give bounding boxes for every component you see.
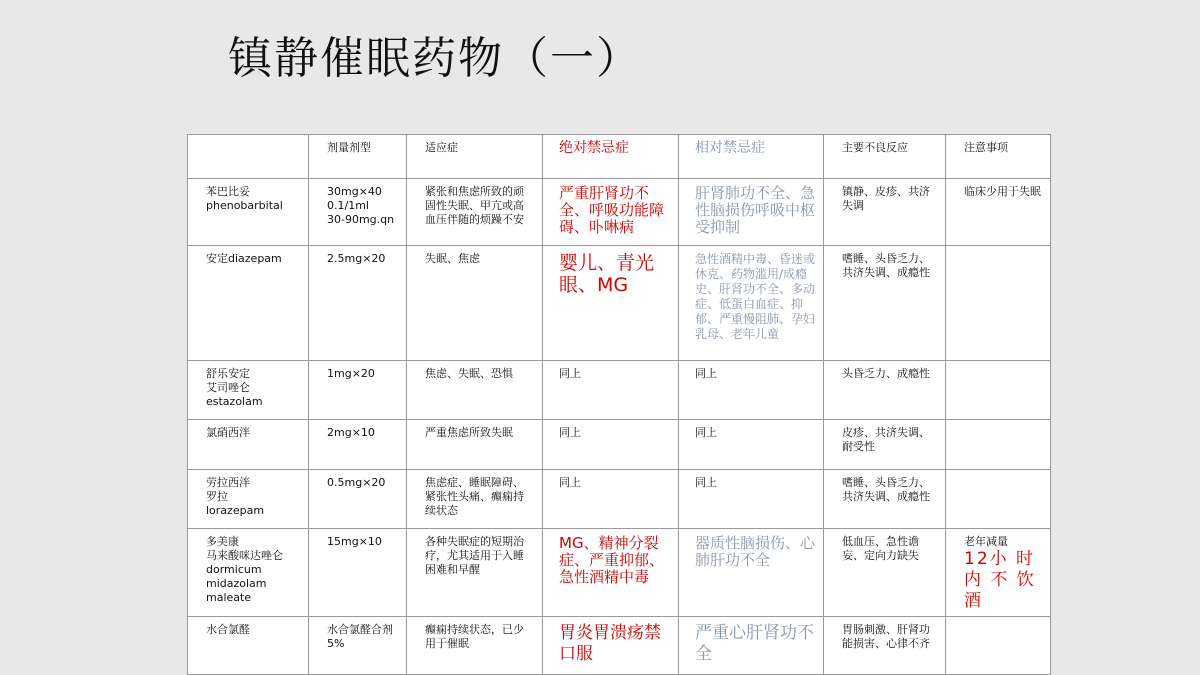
header-absolute-label: 绝对禁忌症 — [559, 140, 629, 156]
drug-name-line: 多美康 — [206, 535, 239, 548]
drug-dose-line: 2mg×10 — [327, 426, 375, 439]
drug-absolute-contraindication — [543, 179, 679, 246]
drug-relative-contraindication — [679, 179, 824, 246]
table-row — [188, 420, 1051, 470]
drug-notes — [946, 361, 1051, 420]
drug-name-line: dormicum — [206, 563, 262, 576]
drug-adverse: 胃肠刺激、肝肾功能损害、心律不齐 — [824, 617, 946, 675]
drug-dose-line: 2.5mg×20 — [327, 252, 386, 265]
drug-absolute-contraindication — [543, 529, 679, 617]
drug-indication: 焦虑、失眠、恐惧 — [407, 361, 543, 420]
drug-name-line: estazolam — [206, 395, 263, 408]
drug-dose — [309, 420, 407, 470]
drug-indication: 各种失眠症的短期治疗，尤其适用于入睡困难和早醒 — [407, 529, 543, 617]
table-row — [188, 361, 1051, 420]
drug-relative-contraindication — [679, 617, 824, 675]
drug-name — [188, 361, 309, 420]
drug-name-line: 氯硝西泮 — [206, 426, 250, 439]
drug-adverse: 低血压、急性谵妄、定向力缺失 — [824, 529, 946, 617]
drug-name-line: 罗拉 — [206, 490, 228, 503]
drug-name — [188, 420, 309, 470]
drug-dose-line: 30-90mg.qn — [327, 213, 395, 226]
absolute-text: 胃炎胃溃疡禁口服 — [559, 623, 661, 664]
drug-name-line: 安定diazepam — [206, 252, 282, 265]
absolute-text: MG、精神分裂症、严重抑郁、急性酒精中毒 — [559, 534, 665, 586]
drug-adverse: 头昏乏力、成瘾性 — [824, 361, 946, 420]
drug-adverse: 皮疹、共济失调、耐受性 — [824, 420, 946, 470]
drug-adverse: 镇静、皮疹、共济失调 — [824, 179, 946, 246]
header-dose: 剂量剂型 — [309, 135, 407, 179]
drug-dose-line: 15mg×10 — [327, 535, 382, 548]
relative-text: 急性酒精中毒、昏迷或休克、药物滥用/成瘾史、肝肾功不全、多动症、低蛋白血症、抑郁、严重慢阻肺、孕妇乳母、老年儿童 — [695, 252, 816, 341]
drug-notes — [946, 246, 1051, 361]
header-absolute — [543, 135, 679, 179]
drug-name-line: maleate — [206, 591, 252, 604]
page-title: 镇静催眠药物（一） — [228, 33, 642, 84]
drug-indication: 焦虑症、睡眠障碍、紧张性头痛、癫痫持续状态 — [407, 470, 543, 529]
drug-absolute-contraindication: 同上 — [543, 420, 679, 470]
drug-dose-line: 0.5mg×20 — [327, 476, 386, 489]
drug-relative-contraindication: 同上 — [679, 361, 824, 420]
drug-notes — [946, 617, 1051, 675]
drug-name — [188, 617, 309, 675]
drug-name-line: 艾司唑仑 — [206, 381, 250, 394]
table-row — [188, 179, 1051, 246]
drug-name-line: 水合氯醛 — [206, 623, 250, 636]
drug-name-line: lorazepam — [206, 504, 265, 517]
header-relative-label: 相对禁忌症 — [695, 140, 765, 156]
drug-name-line: 劳拉西泮 — [206, 476, 250, 489]
drug-name-line: midazolam — [206, 577, 267, 590]
drug-dose — [309, 529, 407, 617]
table-row — [188, 617, 1051, 675]
table-row — [188, 246, 1051, 361]
relative-text: 器质性脑损伤、心肺肝功不全 — [695, 534, 816, 569]
drug-name-line: 苯巴比妥 — [206, 185, 250, 198]
drug-absolute-contraindication: 同上 — [543, 361, 679, 420]
header-adverse: 主要不良反应 — [824, 135, 946, 179]
drug-name — [188, 529, 309, 617]
drug-indication: 癫痫持续状态，已少用于催眠 — [407, 617, 543, 675]
drug-table — [187, 134, 1051, 675]
drug-dose-line: 1mg×20 — [327, 367, 375, 380]
drug-dose — [309, 179, 407, 246]
drug-dose — [309, 470, 407, 529]
drug-notes: 临床少用于失眠 — [946, 179, 1051, 246]
notes-label: 老年减量 — [964, 535, 1008, 548]
drug-adverse: 嗜睡、头昏乏力、共济失调、成瘾性 — [824, 246, 946, 361]
absolute-text: 严重肝肾功不全、呼吸功能障碍、卟啉病 — [559, 184, 665, 236]
drug-notes — [946, 470, 1051, 529]
drug-name-line: 马来酸咪达唑仑 — [206, 549, 283, 562]
header-indication: 适应症 — [407, 135, 543, 179]
drug-relative-contraindication: 同上 — [679, 470, 824, 529]
relative-text: 严重心肝肾功不全 — [695, 623, 814, 664]
drug-name-line: 舒乐安定 — [206, 367, 250, 380]
drug-dose-line: 30mg×40 — [327, 185, 382, 198]
header-relative — [679, 135, 824, 179]
absolute-text: 婴儿、青光眼、MG — [559, 252, 655, 296]
drug-indication: 严重焦虑所致失眠 — [407, 420, 543, 470]
drug-notes — [946, 420, 1051, 470]
drug-dose — [309, 246, 407, 361]
drug-dose — [309, 617, 407, 675]
relative-text: 肝肾肺功不全、急性脑损伤呼吸中枢受抑制 — [695, 184, 816, 236]
table-row — [188, 470, 1051, 529]
header-notes: 注意事项 — [946, 135, 1051, 179]
drug-relative-contraindication — [679, 246, 824, 361]
drug-name — [188, 179, 309, 246]
drug-dose — [309, 361, 407, 420]
drug-indication: 失眠、焦虑 — [407, 246, 543, 361]
header-row — [188, 135, 1051, 179]
drug-dose-line: 水合氯醛合剂5% — [327, 623, 393, 650]
drug-adverse: 嗜睡、头昏乏力、共济失调、成瘾性 — [824, 470, 946, 529]
drug-absolute-contraindication — [543, 617, 679, 675]
drug-indication: 紧张和焦虑所致的顽固性失眠、甲亢或高血压伴随的烦躁不安 — [407, 179, 543, 246]
notes-highlight: 12小 时内 不 饮酒 — [964, 549, 1036, 611]
drug-absolute-contraindication: 同上 — [543, 470, 679, 529]
drug-relative-contraindication — [679, 529, 824, 617]
drug-notes — [946, 529, 1051, 617]
table-row — [188, 529, 1051, 617]
drug-relative-contraindication: 同上 — [679, 420, 824, 470]
drug-absolute-contraindication — [543, 246, 679, 361]
drug-name-line: phenobarbital — [206, 199, 283, 212]
drug-name — [188, 246, 309, 361]
drug-dose-line: 0.1/1ml — [327, 199, 369, 212]
drug-name — [188, 470, 309, 529]
header-name — [188, 135, 309, 179]
